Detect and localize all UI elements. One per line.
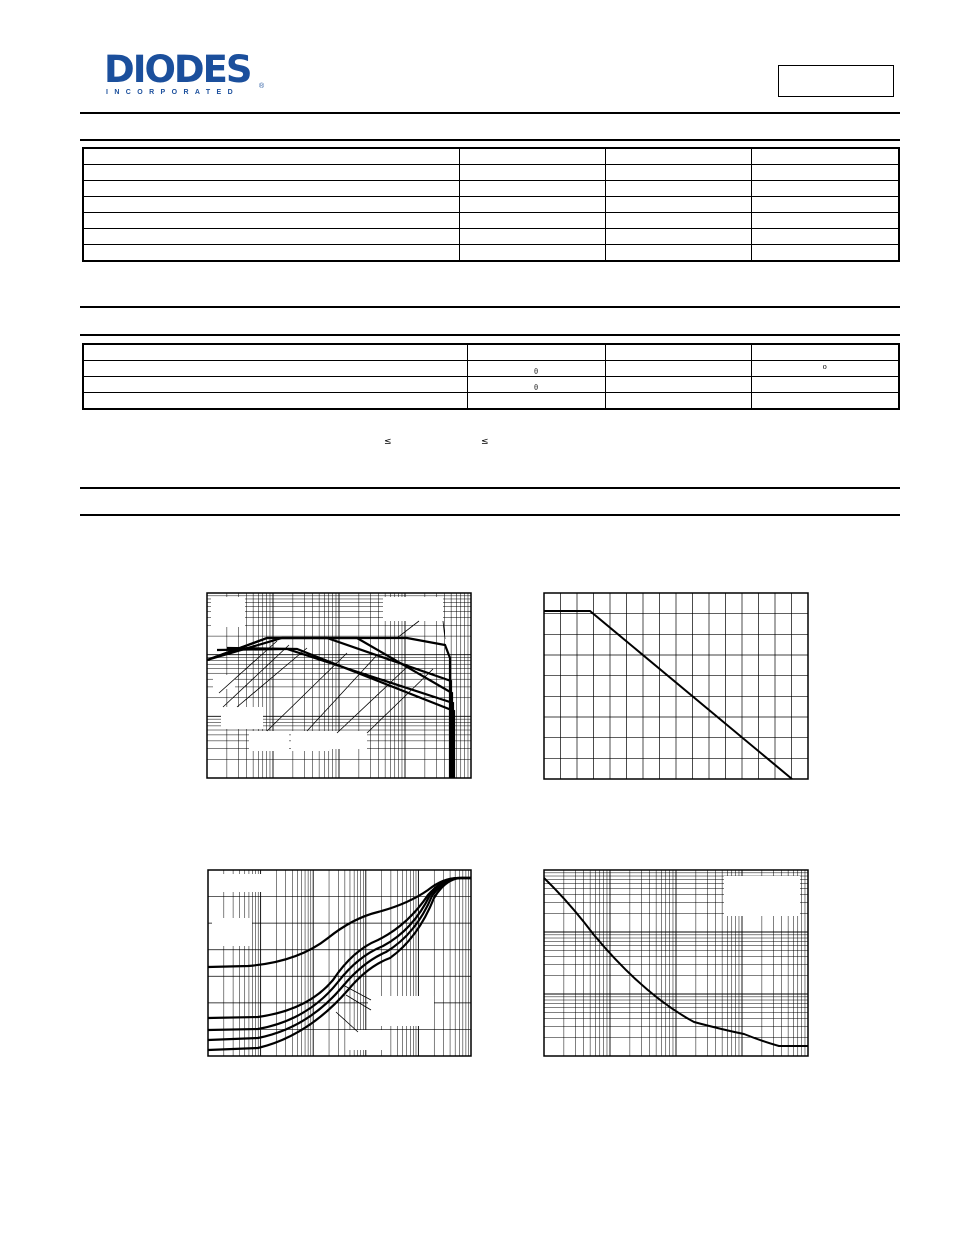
chart-2: [544, 593, 808, 779]
table-row: [83, 361, 899, 377]
section2-rule-top: [80, 306, 900, 308]
table-row: [83, 245, 899, 262]
table-row: [83, 148, 899, 165]
chart-3-leader: [336, 1012, 358, 1032]
chart-1-label-box: [383, 597, 443, 621]
chart-1-label-box: [291, 731, 329, 751]
chart-2-grid: [544, 593, 808, 779]
chart-1-label-box: [249, 731, 289, 751]
table-row: [83, 393, 899, 410]
brand-logo: DIODES: [104, 48, 251, 91]
table-row: [83, 165, 899, 181]
table-row: [83, 377, 899, 393]
le-symbol-1: ≤: [384, 437, 392, 447]
spec-table-2: [82, 343, 900, 410]
le-symbol-2: ≤: [481, 437, 489, 447]
brand-tagline: INCORPORATED: [106, 89, 240, 96]
chart-1-label-box: [329, 731, 367, 749]
chart-3-label-box: [212, 918, 252, 946]
theta-symbol: θ: [534, 367, 538, 376]
header-rule: [80, 112, 900, 114]
section3-rule: [80, 514, 900, 516]
table-row: [83, 344, 899, 361]
table-row: [83, 197, 899, 213]
table-row: [83, 229, 899, 245]
table-row: [83, 181, 899, 197]
chart-1-label-box: [221, 707, 263, 729]
table-row: [83, 213, 899, 229]
registered-mark: ®: [259, 83, 265, 90]
chart-1: [207, 593, 471, 778]
chart-4: [544, 870, 808, 1056]
chart-3-label-box: [348, 1030, 388, 1050]
chart-1-leader: [237, 648, 307, 707]
chart-1-leader: [397, 621, 419, 638]
chart-3: [208, 870, 471, 1056]
chart-3-label-box: [368, 996, 434, 1026]
chart-2-curve: [544, 611, 792, 779]
theta-symbol: θ: [534, 383, 538, 392]
chart-3-label-box: [212, 874, 276, 892]
section1-rule: [80, 139, 900, 141]
part-number-box: [778, 65, 894, 97]
spec-table-1: [82, 147, 900, 262]
chart-1-label-box: [211, 597, 245, 627]
chart-4-label-box: [724, 876, 800, 916]
section3-rule-top: [80, 487, 900, 489]
degree-symbol: o: [822, 362, 827, 371]
section2-rule: [80, 334, 900, 336]
